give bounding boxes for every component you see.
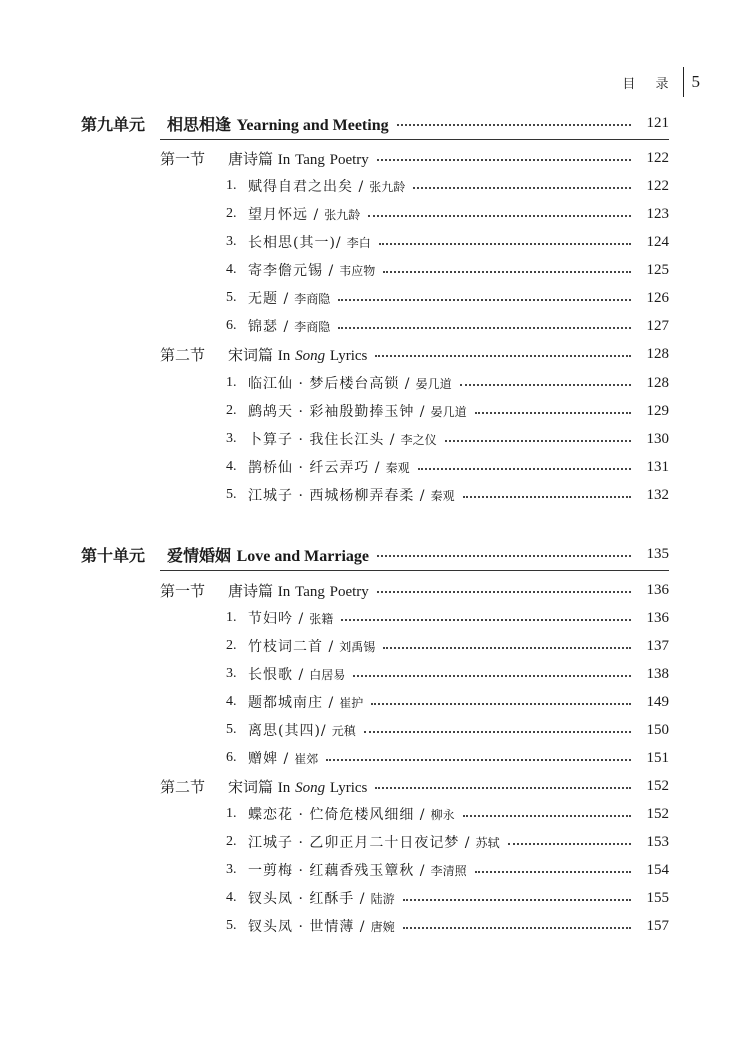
section-label: 第一节 xyxy=(160,149,206,168)
item-title: 赋得自君之出矣 / xyxy=(248,179,365,195)
unit-page: 121 xyxy=(646,114,669,131)
dot-leader xyxy=(371,703,631,705)
item-page: 128 xyxy=(646,374,669,391)
item-page: 153 xyxy=(646,833,669,850)
section-title xyxy=(228,148,369,169)
page-number: 5 xyxy=(691,72,700,91)
section-title-cn: 宋词篇 xyxy=(228,345,274,364)
dot-leader xyxy=(368,215,631,217)
toc-section-row[interactable] xyxy=(160,341,669,367)
dot-leader xyxy=(460,384,631,386)
item-page: 136 xyxy=(646,609,669,626)
unit-divider xyxy=(160,570,669,571)
item-author: 柳永 xyxy=(430,807,455,822)
item-page: 125 xyxy=(646,261,669,278)
dot-leader xyxy=(353,675,631,677)
item-title: 蝶恋花 · 伫倚危楼风细细 / xyxy=(248,807,426,823)
item-number: 5. xyxy=(226,722,237,737)
item-number: 2. xyxy=(226,403,237,418)
item-number: 3. xyxy=(226,431,237,446)
item-number: 5. xyxy=(226,918,237,933)
item-number: 4. xyxy=(226,459,237,474)
toc-item-row[interactable] xyxy=(226,885,669,911)
section-title xyxy=(228,580,369,601)
item-title: 锦瑟 / xyxy=(248,319,290,335)
dot-leader xyxy=(341,619,631,621)
dot-leader xyxy=(475,871,631,873)
section-label: 第一节 xyxy=(160,581,206,600)
item-title: 赠婢 / xyxy=(248,751,290,767)
section-title xyxy=(228,776,367,797)
toc-item-row[interactable] xyxy=(226,482,669,508)
item-author: 秦观 xyxy=(385,460,410,475)
item-author: 张九龄 xyxy=(369,179,406,194)
item-page: 124 xyxy=(646,233,669,250)
item-number: 2. xyxy=(226,638,237,653)
running-header-title: 目 录 xyxy=(622,76,677,92)
dot-leader xyxy=(463,815,631,817)
section-title-en-it: Tang xyxy=(295,151,325,168)
item-title: 鹊桥仙 · 纤云弄巧 / xyxy=(248,460,381,476)
item-number: 4. xyxy=(226,694,237,709)
section-title-en-post: Poetry xyxy=(329,583,369,600)
item-title: 钗头凤 · 红酥手 / xyxy=(248,891,366,907)
dot-leader xyxy=(445,440,631,442)
item-author: 李商隐 xyxy=(294,291,331,306)
dot-leader xyxy=(379,243,631,245)
item-number: 3. xyxy=(226,666,237,681)
dot-leader xyxy=(418,468,631,470)
item-title: 卜算子 · 我住长江头 / xyxy=(248,432,396,448)
item-title: 长相思(其一)/ xyxy=(248,235,342,251)
item-author: 晏几道 xyxy=(430,404,467,419)
item-author: 陆游 xyxy=(370,891,395,906)
dot-leader xyxy=(403,927,631,929)
dot-leader xyxy=(338,299,631,301)
toc-section-row[interactable] xyxy=(160,773,669,799)
section-page: 136 xyxy=(646,581,669,598)
item-number: 1. xyxy=(226,806,237,821)
section-title-en-pre: In xyxy=(277,347,291,364)
toc-item-row[interactable] xyxy=(226,201,669,227)
item-page: 157 xyxy=(646,917,669,934)
item-number: 4. xyxy=(226,262,237,277)
unit-title-cn: 相思相逢 xyxy=(167,114,232,134)
item-author: 晏几道 xyxy=(415,376,452,391)
item-author: 刘禹锡 xyxy=(339,639,376,654)
unit-label: 第九单元 xyxy=(81,114,146,134)
dot-leader xyxy=(338,327,631,329)
dot-leader xyxy=(463,496,631,498)
item-page: 151 xyxy=(646,749,669,766)
toc-item-row[interactable] xyxy=(226,717,669,743)
item-author: 张籍 xyxy=(309,611,334,626)
toc-unit-row[interactable] xyxy=(81,110,669,136)
unit-label: 第十单元 xyxy=(81,545,146,565)
dot-leader xyxy=(375,787,631,789)
running-header xyxy=(622,70,700,94)
section-title-en-it: Song xyxy=(295,347,326,364)
toc-item-row[interactable] xyxy=(226,745,669,771)
item-page: 126 xyxy=(646,289,669,306)
dot-leader xyxy=(403,899,631,901)
toc-item-row[interactable] xyxy=(226,370,669,396)
unit-title-en: Yearning and Meeting xyxy=(236,116,389,134)
section-title-en-it: Song xyxy=(295,779,326,796)
section-title-en-pre: In xyxy=(277,583,291,600)
toc-item-row[interactable] xyxy=(226,398,669,424)
item-page: 129 xyxy=(646,402,669,419)
item-title: 钗头凤 · 世情薄 / xyxy=(248,919,366,935)
item-author: 唐婉 xyxy=(370,919,395,934)
toc-unit-row[interactable] xyxy=(81,541,669,567)
toc-item-row[interactable] xyxy=(226,257,669,283)
item-author: 张九龄 xyxy=(324,207,361,222)
item-title: 鹧鸪天 · 彩袖殷勤捧玉钟 / xyxy=(248,404,426,420)
dot-leader xyxy=(383,647,631,649)
dot-leader xyxy=(377,591,631,593)
toc-item-row[interactable] xyxy=(226,689,669,715)
item-number: 3. xyxy=(226,234,237,249)
item-page: 122 xyxy=(646,177,669,194)
unit-title-en: Love and Marriage xyxy=(236,547,370,565)
toc-item-row[interactable] xyxy=(226,426,669,452)
item-number: 3. xyxy=(226,862,237,877)
item-title: 竹枝词二首 / xyxy=(248,639,335,655)
toc-item-row[interactable] xyxy=(226,605,669,631)
item-author: 秦观 xyxy=(430,488,455,503)
unit-divider xyxy=(160,139,669,140)
item-title: 寄李儋元锡 / xyxy=(248,263,335,279)
item-author: 李商隐 xyxy=(294,319,331,334)
section-title-en-it: Tang xyxy=(295,583,325,600)
item-title: 节妇吟 / xyxy=(248,611,305,627)
section-title-en-post: Lyrics xyxy=(329,347,368,364)
section-label: 第二节 xyxy=(160,777,206,796)
item-title: 离思(其四)/ xyxy=(248,723,327,739)
toc-item-row[interactable] xyxy=(226,801,669,827)
item-page: 138 xyxy=(646,665,669,682)
dot-leader xyxy=(508,843,631,845)
toc-item-row[interactable] xyxy=(226,857,669,883)
item-title: 望月怀远 / xyxy=(248,207,320,223)
item-author: 韦应物 xyxy=(339,263,376,278)
item-title: 江城子 · 西城杨柳弄春柔 / xyxy=(248,488,426,504)
unit-title-cn: 爱情婚姻 xyxy=(167,545,232,565)
item-title: 长恨歌 / xyxy=(248,667,305,683)
dot-leader xyxy=(326,759,631,761)
item-number: 6. xyxy=(226,318,237,333)
section-title-cn: 唐诗篇 xyxy=(228,149,274,168)
item-number: 2. xyxy=(226,206,237,221)
item-title: 一剪梅 · 红藕香残玉簟秋 / xyxy=(248,863,426,879)
item-page: 137 xyxy=(646,637,669,654)
item-number: 1. xyxy=(226,178,237,193)
item-page: 152 xyxy=(646,805,669,822)
unit-title xyxy=(167,112,389,135)
dot-leader xyxy=(377,555,631,557)
dot-leader xyxy=(377,159,631,161)
dot-leader xyxy=(375,355,631,357)
item-author: 白居易 xyxy=(309,667,346,682)
header-divider xyxy=(683,67,684,97)
item-author: 李白 xyxy=(346,235,371,250)
section-title-en-post: Poetry xyxy=(329,151,369,168)
toc-item-row[interactable] xyxy=(226,913,669,939)
item-page: 149 xyxy=(646,693,669,710)
item-page: 123 xyxy=(646,205,669,222)
section-title-en-pre: In xyxy=(277,151,291,168)
item-page: 155 xyxy=(646,889,669,906)
toc-item-row[interactable] xyxy=(226,285,669,311)
dot-leader xyxy=(383,271,631,273)
section-page: 128 xyxy=(646,345,669,362)
item-author: 崔郊 xyxy=(294,751,319,766)
section-label: 第二节 xyxy=(160,345,206,364)
item-page: 127 xyxy=(646,317,669,334)
toc-item-row[interactable] xyxy=(226,229,669,255)
item-number: 6. xyxy=(226,750,237,765)
item-title: 江城子 · 乙卯正月二十日夜记梦 / xyxy=(248,835,471,851)
item-title: 临江仙 · 梦后楼台高锁 / xyxy=(248,376,411,392)
dot-leader xyxy=(475,412,631,414)
toc-item-row[interactable] xyxy=(226,454,669,480)
item-author: 崔护 xyxy=(339,695,364,710)
dot-leader xyxy=(364,731,631,733)
toc-item-row[interactable] xyxy=(226,313,669,339)
section-title-en-post: Lyrics xyxy=(329,779,368,796)
item-number: 4. xyxy=(226,890,237,905)
item-title: 题都城南庄 / xyxy=(248,695,335,711)
item-page: 131 xyxy=(646,458,669,475)
item-title: 无题 / xyxy=(248,291,290,307)
item-page: 150 xyxy=(646,721,669,738)
unit-page: 135 xyxy=(646,545,669,562)
toc-section-row[interactable] xyxy=(160,577,669,603)
toc-section-row[interactable] xyxy=(160,145,669,171)
item-number: 1. xyxy=(226,610,237,625)
item-number: 5. xyxy=(226,290,237,305)
toc-item-row[interactable] xyxy=(226,173,669,199)
section-page: 152 xyxy=(646,777,669,794)
section-page: 122 xyxy=(646,149,669,166)
item-author: 苏轼 xyxy=(475,835,500,850)
item-author: 元稹 xyxy=(331,723,356,738)
item-number: 5. xyxy=(226,487,237,502)
item-number: 2. xyxy=(226,834,237,849)
item-author: 李之仪 xyxy=(400,432,437,447)
section-title-cn: 宋词篇 xyxy=(228,777,274,796)
unit-title xyxy=(167,543,369,566)
item-page: 132 xyxy=(646,486,669,503)
toc-item-row[interactable] xyxy=(226,661,669,687)
item-page: 130 xyxy=(646,430,669,447)
item-author: 李清照 xyxy=(430,863,467,878)
toc-item-row[interactable] xyxy=(226,829,669,855)
section-title-cn: 唐诗篇 xyxy=(228,581,274,600)
item-page: 154 xyxy=(646,861,669,878)
dot-leader xyxy=(397,124,631,126)
dot-leader xyxy=(413,187,631,189)
item-number: 1. xyxy=(226,375,237,390)
toc-item-row[interactable] xyxy=(226,633,669,659)
section-title-en-pre: In xyxy=(277,779,291,796)
section-title xyxy=(228,344,367,365)
